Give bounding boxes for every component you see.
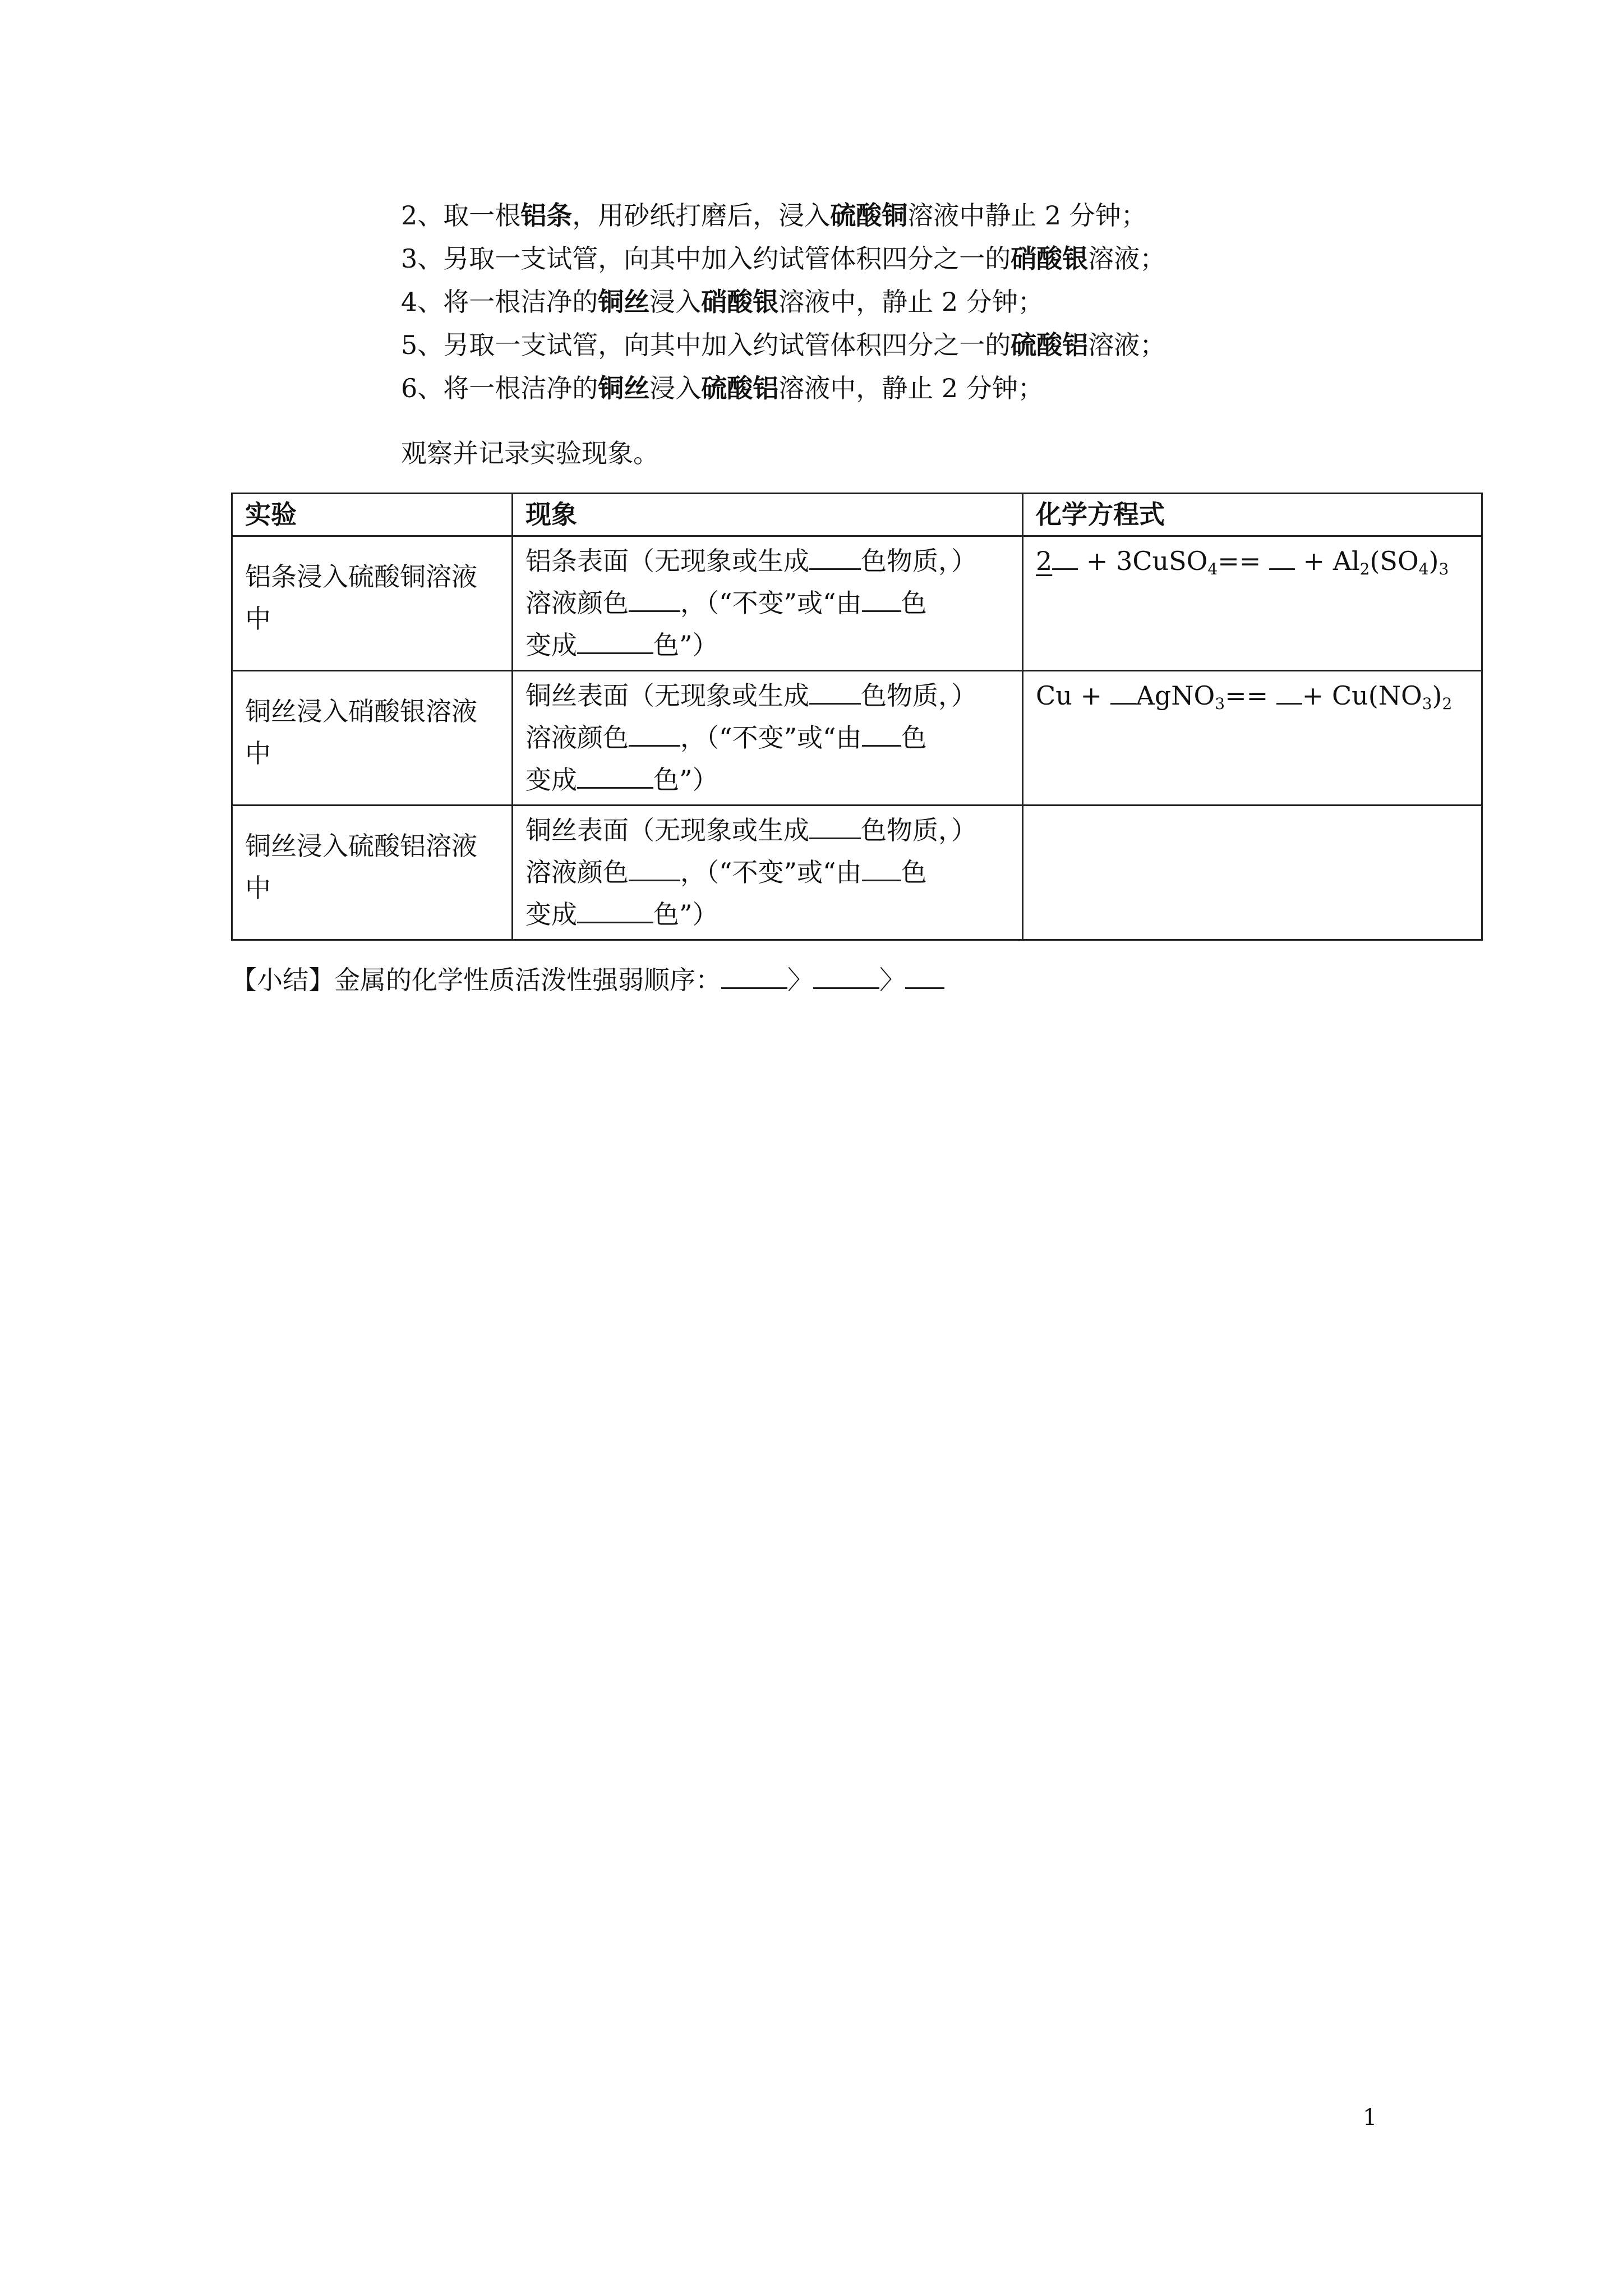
fill-blank[interactable] [862, 586, 901, 612]
phenomenon-cell: 铜丝表面（无现象或生成 色物质，） 溶液颜色 ，（“不变”或“由 色 变成 色”） [513, 671, 1023, 806]
step-2: 2、取一根铝条，用砂纸打磨后，浸入硫酸铜溶液中静止 2 分钟； [401, 200, 1147, 231]
experiment-table [231, 493, 1483, 941]
fill-blank[interactable] [809, 813, 861, 839]
step-5: 5、另取一支试管，向其中加入约试管体积四分之一的硫酸铝溶液； [401, 330, 1166, 360]
equation-coefficient: 2 [1036, 546, 1053, 576]
phenomenon-cell: 铝条表面（无现象或生成 色物质，） 溶液颜色 ，（“不变”或“由 色 变成 色”） [513, 536, 1023, 671]
observe-instruction: 观察并记录实验现象。 [401, 438, 659, 468]
table-row [232, 536, 1482, 671]
fill-blank[interactable] [1110, 678, 1136, 705]
fill-blank[interactable] [577, 762, 653, 789]
experiment-name: 铝条浸入硫酸铜溶液中 [232, 536, 513, 671]
fill-blank[interactable] [1052, 544, 1078, 570]
experiment-name: 铜丝浸入硝酸银溶液中 [232, 671, 513, 806]
fill-blank[interactable] [577, 897, 653, 923]
summary-line: 【小结】金属的化学性质活泼性强弱顺序： 〉 〉 [231, 960, 944, 1000]
fill-blank[interactable] [721, 963, 787, 989]
header-phenomenon: 现象 [513, 494, 1023, 536]
equation-cell[interactable] [1023, 806, 1482, 940]
equation-cell: Cu + AgNO$_3$== + $Cu(NO_3)_2$ [1023, 671, 1482, 806]
header-equation: 化学方程式 [1023, 494, 1482, 536]
fill-blank[interactable] [905, 963, 944, 989]
fill-blank[interactable] [813, 963, 879, 989]
step-6: 6、将一根洁净的铜丝浸入硫酸铝溶液中，静止 2 分钟； [401, 373, 1044, 403]
fill-blank[interactable] [809, 544, 861, 570]
phenomenon-cell: 铜丝表面（无现象或生成 色物质，） 溶液颜色 ，（“不变”或“由 色 变成 色”） [513, 806, 1023, 940]
fill-blank[interactable] [862, 720, 901, 747]
fill-blank[interactable] [577, 628, 653, 654]
fill-blank[interactable] [629, 720, 680, 747]
step-4: 4、将一根洁净的铜丝浸入硝酸银溶液中，静止 2 分钟； [401, 287, 1044, 317]
procedure-steps [401, 194, 1165, 410]
fill-blank[interactable] [862, 855, 901, 881]
header-experiment: 实验 [232, 494, 513, 536]
page-number: 1 [1363, 2105, 1377, 2131]
fill-blank[interactable] [1276, 678, 1302, 705]
fill-blank[interactable] [809, 678, 861, 705]
table-header-row [232, 494, 1482, 536]
table-row [232, 806, 1482, 940]
fill-blank[interactable] [629, 586, 680, 612]
fill-blank[interactable] [1269, 544, 1295, 570]
step-3: 3、另取一支试管，向其中加入约试管体积四分之一的硝酸银溶液； [401, 243, 1166, 274]
equation-cell: 2 + 3CuSO$_4$== + $Al_2(SO_4)_3$ [1023, 536, 1482, 671]
experiment-name: 铜丝浸入硫酸铝溶液中 [232, 806, 513, 940]
fill-blank[interactable] [629, 855, 680, 881]
table-row [232, 671, 1482, 806]
